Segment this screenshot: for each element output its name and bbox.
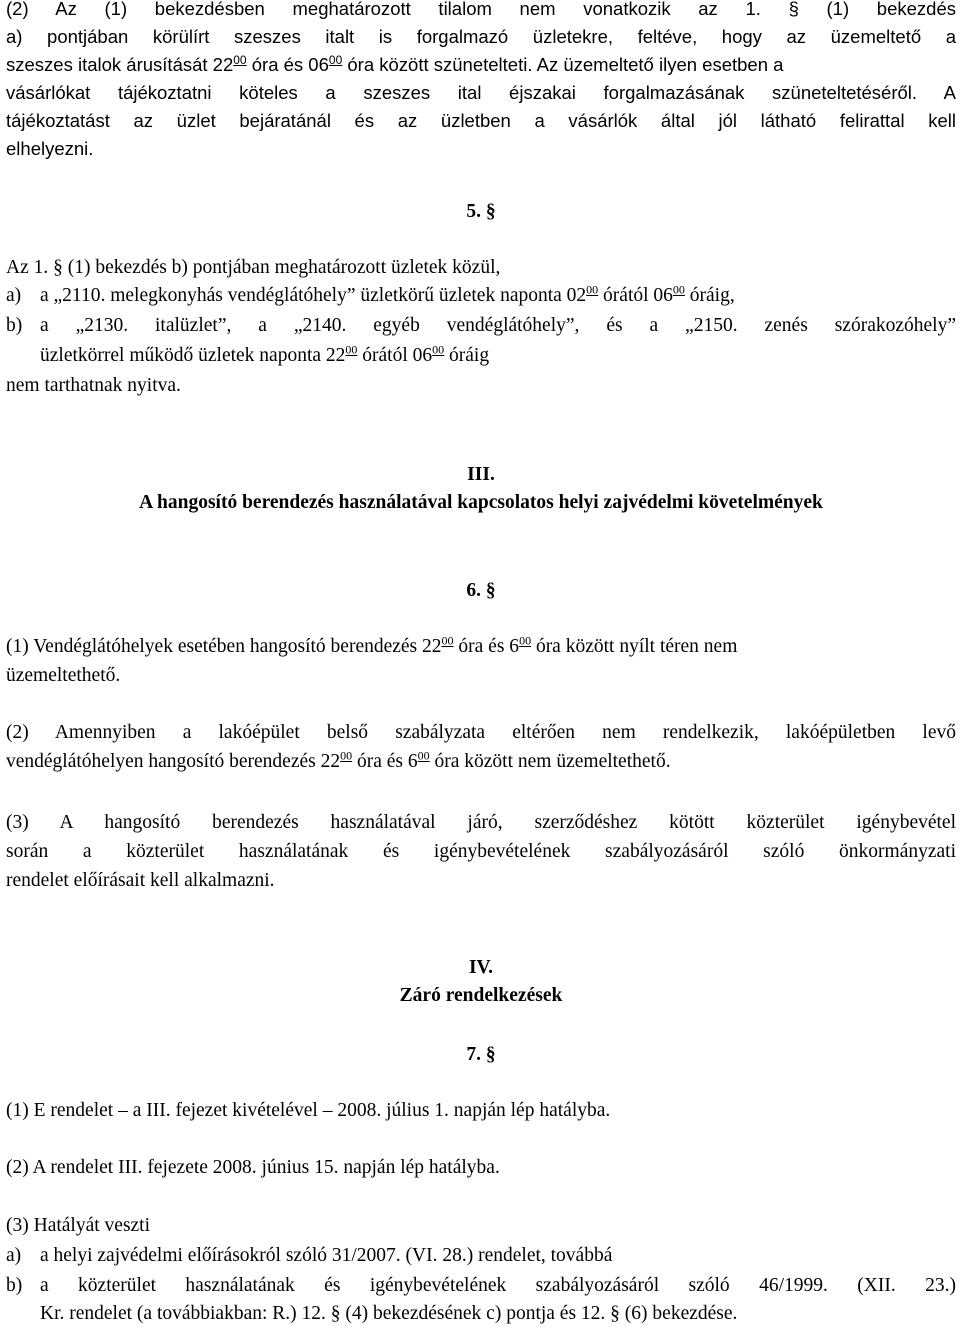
- paragraph-line: elhelyezni.: [6, 138, 94, 159]
- paragraph-line: (3) A hangosító berendezés használatával járó, szerződéshez kötött közterület igénybevétel: [6, 812, 956, 833]
- paragraph-line: (2) A rendelet III. fejezete 2008. június 15. napján lép hatályba.: [6, 1157, 500, 1178]
- paragraph-line: (1) Vendéglátóhelyek esetében hangosító berendezés $22^{00}$ óra és $6^{00}$ óra között nyílt téren nem: [6, 633, 738, 657]
- paragraph-line: során a közterület használatának és igénybevételének szabályozásáról szóló önkormányzati: [6, 841, 956, 862]
- paragraph-line: üzemeltethető.: [6, 665, 121, 686]
- chapter-4-number: IV.: [468, 957, 494, 978]
- section-6-heading: 6. §: [466, 580, 496, 601]
- chapter-4-title: Záró rendelkezések: [399, 985, 563, 1006]
- section-5-intro: Az 1. § (1) bekezdés b) pontjában meghatározott üzletek közül,: [6, 257, 501, 278]
- paragraph-line: rendelet előírásait kell alkalmazni.: [6, 870, 275, 891]
- chapter-3-number: III.: [467, 464, 495, 485]
- list-item-b-continued: üzletkörrel működő üzletek naponta $22^{00}$ órától $06^{00}$ óráig: [40, 342, 490, 366]
- paragraph-line: a) pontjában körülírt szeszes italt is forgalmazó üzletekre, feltéve, hogy az üzemeltető a: [6, 26, 956, 47]
- paragraph-line: vásárlókat tájékoztatni köteles a szeszes ital éjszakai forgalmazásának szüneteltetéséről. A: [6, 82, 956, 103]
- list-item-b-continued: Kr. rendelet (a továbbiakban: R.) 12. § (4) bekezdésének c) pontja és 12. § (6) bekezdése.: [40, 1303, 738, 1324]
- paragraph-line: (1) E rendelet – a III. fejezet kivételével – 2008. július 1. napján lép hatályba.: [6, 1100, 611, 1121]
- paragraph-line: (3) Hatályát veszti: [6, 1215, 151, 1236]
- paragraph-line: tájékoztatást az üzlet bejáratánál és az üzletben a vásárlók által jól látható felirattal kell: [6, 110, 956, 131]
- section-7-heading: 7. §: [466, 1044, 496, 1065]
- section-5-end: nem tarthatnak nyitva.: [6, 375, 181, 396]
- paragraph-line: (2) Amennyiben a lakóépület belső szabályzata eltérően nem rendelkezik, lakóépületben levő: [6, 722, 956, 743]
- paragraph-line: szeszes italok árusítását $22^{00}$ óra és $06^{00}$ óra között szünetelteti. Az üzemeltető ilyen esetben a: [6, 52, 784, 75]
- paragraph-line: vendéglátóhelyen hangosító berendezés $22^{00}$ óra és $6^{00}$ óra között nem üzemeltethető.: [6, 748, 671, 772]
- paragraph-line: (2) Az (1) bekezdésben meghatározott tilalom nem vonatkozik az 1. § (1) bekezdés: [6, 0, 956, 19]
- chapter-3-title: A hangosító berendezés használatával kapcsolatos helyi zajvédelmi követelmények: [139, 492, 823, 513]
- section-5-heading: 5. §: [466, 201, 496, 222]
